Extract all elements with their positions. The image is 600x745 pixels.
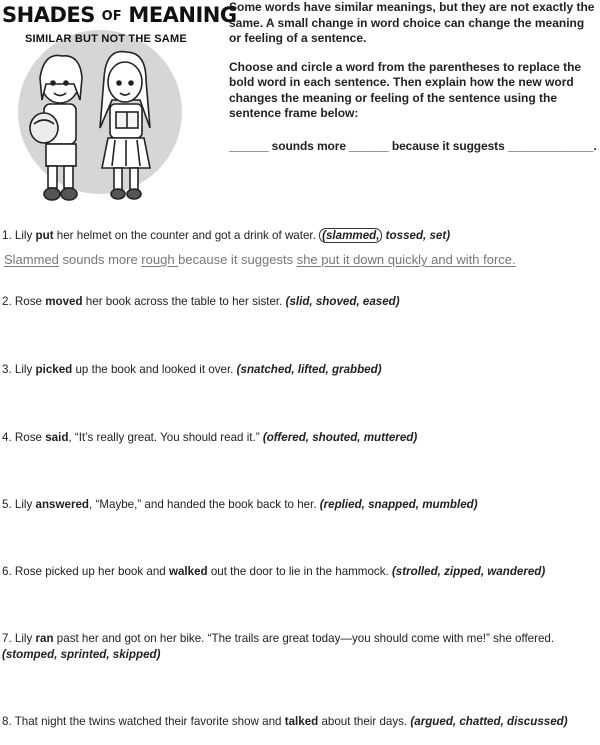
word-choices[interactable]: (stomped, sprinted, skipped)	[2, 648, 161, 661]
question-1: 1. Lily put her helmet on the counter and got a drink of water. (slammed, tossed, set)	[2, 229, 451, 242]
circled-choice[interactable]: (slammed,	[319, 228, 382, 243]
example-answer: Slammed sounds more rough because it suggests she put it down quickly and with force.	[4, 252, 516, 267]
worksheet-subtitle: SIMILAR BUT NOT THE SAME	[25, 33, 187, 45]
word-choices[interactable]: (strolled, zipped, wandered)	[391, 565, 546, 578]
question-6: 6. Rose picked up her book and walked out the door to lie in the hammock. (strolled, zipped, wandered)	[2, 565, 546, 578]
question-4: 4. Rose said, “It’s really great. You should read it.” (offered, shouted, muttered)	[2, 431, 418, 444]
question-2: 2. Rose moved her book across the table to her sister. (slid, shoved, eased)	[2, 295, 400, 308]
word-choices[interactable]: (replied, snapped, mumbled)	[319, 498, 478, 511]
worksheet-header	[0, 0, 600, 215]
question-5: 5. Lily answered, “Maybe,” and handed the book back to her. (replied, snapped, mumbled)	[2, 498, 478, 511]
instructions-paragraph-1: Some words have similar meanings, but they are not exactly the same. A small change in word choice can change the meaning or feeling of a sentence.	[229, 0, 595, 45]
word-choices[interactable]: (argued, chatted, discussed)	[410, 715, 568, 728]
instructions-paragraph-2: Choose and circle a word from the parentheses to replace the bold word in each sentence. Then explain how the new word changes the meaning or feeling of the sentence using the sentence frame below:	[229, 59, 582, 120]
worksheet-title: SHADES OF MEANING	[2, 3, 237, 27]
word-choices[interactable]: (offered, shouted, muttered)	[262, 431, 418, 444]
word-choices[interactable]: (snatched, lifted, grabbed)	[236, 363, 382, 376]
question-7: 7. Lily ran past her and got on her bike. “The trails are great today—you should come with me!” she offered. (stomped, sprinted, skipped)	[2, 632, 555, 661]
question-3: 3. Lily picked up the book and looked it over. (snatched, lifted, grabbed)	[2, 363, 382, 376]
sentence-frame: ______ sounds more ______ because it suggests _____________.	[229, 138, 597, 153]
word-choices[interactable]: (slid, shoved, eased)	[285, 295, 400, 308]
instructions	[229, 0, 599, 154]
question-8: 8. That night the twins watched their favorite show and talked about their days. (argued, chatted, discussed)	[2, 715, 568, 728]
